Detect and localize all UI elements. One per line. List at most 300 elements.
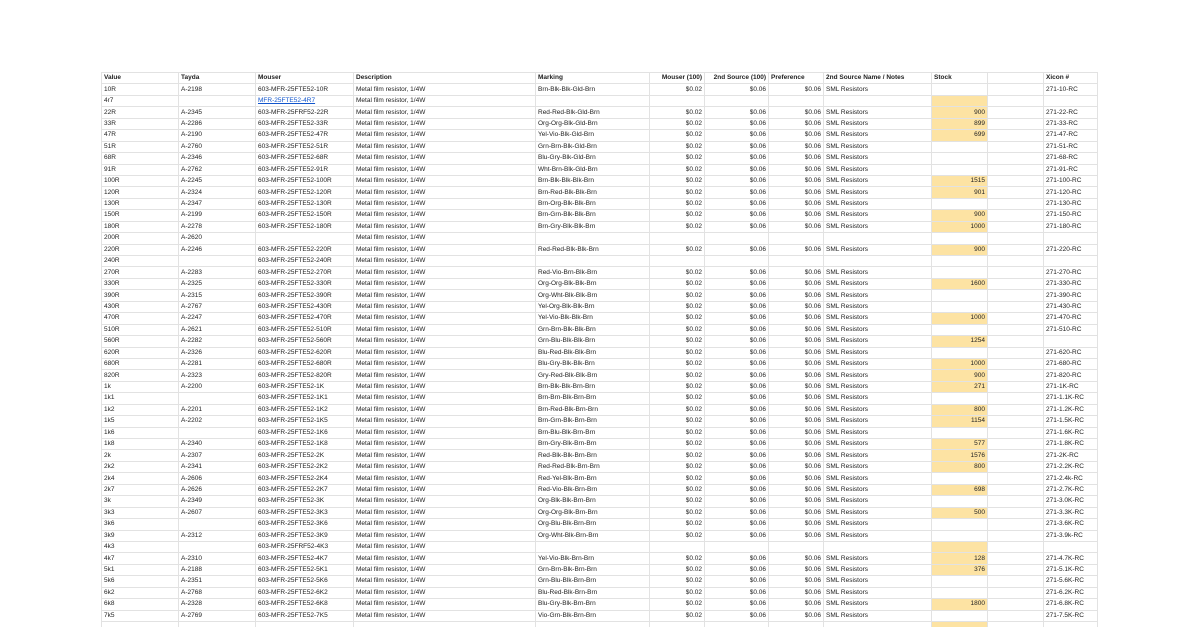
cell-marking[interactable]: Yel-Org-Blk-Blk-Brn bbox=[536, 301, 650, 312]
cell-blank[interactable] bbox=[988, 301, 1044, 312]
cell-xicon[interactable]: 271-3.6K-RC bbox=[1044, 519, 1098, 530]
cell-marking[interactable] bbox=[536, 233, 650, 244]
cell-description[interactable]: Metal film resistor, 1/4W bbox=[354, 313, 536, 324]
cell-notes[interactable]: SML Resistors bbox=[824, 141, 932, 152]
cell-xicon[interactable]: 271-3.0K-RC bbox=[1044, 496, 1098, 507]
cell-mouser-100[interactable]: $0.02 bbox=[650, 439, 705, 450]
cell-tayda[interactable]: A-2202 bbox=[179, 416, 256, 427]
cell-stock[interactable] bbox=[932, 198, 988, 209]
cell-notes[interactable]: SML Resistors bbox=[824, 610, 932, 621]
cell-description[interactable]: Metal film resistor, 1/4W bbox=[354, 187, 536, 198]
cell-tayda[interactable]: A-2351 bbox=[179, 576, 256, 587]
cell-mouser-100[interactable]: $0.02 bbox=[650, 519, 705, 530]
cell-value[interactable]: 1k bbox=[102, 381, 179, 392]
cell-preference[interactable]: $0.06 bbox=[769, 84, 824, 95]
cell-mouser-100[interactable] bbox=[650, 233, 705, 244]
cell-blank[interactable] bbox=[988, 576, 1044, 587]
cell-preference[interactable]: $0.06 bbox=[769, 164, 824, 175]
cell-mouser-100[interactable]: $0.02 bbox=[650, 358, 705, 369]
cell-blank[interactable] bbox=[988, 118, 1044, 129]
cell-description[interactable]: Metal film resistor, 1/4W bbox=[354, 198, 536, 209]
cell-xicon[interactable] bbox=[1044, 336, 1098, 347]
cell-2nd-source-100[interactable]: $0.06 bbox=[705, 118, 769, 129]
cell-xicon[interactable]: 271-2.7K-RC bbox=[1044, 484, 1098, 495]
col-header-description[interactable]: Description bbox=[354, 73, 536, 84]
cell-blank[interactable] bbox=[988, 256, 1044, 267]
cell-description[interactable]: Metal film resistor, 1/4W bbox=[354, 141, 536, 152]
cell-mouser-100[interactable] bbox=[650, 541, 705, 552]
cell-value[interactable]: 3k9 bbox=[102, 530, 179, 541]
cell-notes[interactable]: SML Resistors bbox=[824, 187, 932, 198]
cell-xicon[interactable]: 271-680-RC bbox=[1044, 358, 1098, 369]
cell-stock[interactable]: 128 bbox=[932, 553, 988, 564]
cell-value[interactable]: 4r7 bbox=[102, 95, 179, 106]
cell-notes[interactable]: SML Resistors bbox=[824, 118, 932, 129]
cell-mouser-100[interactable]: $0.02 bbox=[650, 347, 705, 358]
cell-xicon[interactable]: 271-2K-RC bbox=[1044, 450, 1098, 461]
cell-tayda[interactable]: A-2200 bbox=[179, 381, 256, 392]
cell-blank[interactable] bbox=[988, 358, 1044, 369]
cell-mouser-100[interactable]: $0.02 bbox=[650, 416, 705, 427]
cell-description[interactable]: Metal film resistor, 1/4W bbox=[354, 107, 536, 118]
cell-blank[interactable] bbox=[988, 416, 1044, 427]
cell-xicon[interactable]: 271-470-RC bbox=[1044, 313, 1098, 324]
cell-blank[interactable] bbox=[988, 461, 1044, 472]
cell-description[interactable]: Metal film resistor, 1/4W bbox=[354, 450, 536, 461]
cell-value[interactable]: 270R bbox=[102, 267, 179, 278]
cell-mouser[interactable]: 603-MFR-25FTE52-130R bbox=[256, 198, 354, 209]
cell-notes[interactable]: SML Resistors bbox=[824, 336, 932, 347]
cell-tayda[interactable]: A-2328 bbox=[179, 599, 256, 610]
cell-xicon[interactable]: 271-1K-RC bbox=[1044, 381, 1098, 392]
col-header-mouser[interactable]: Mouser bbox=[256, 73, 354, 84]
cell-marking[interactable]: Blu-Gry-Blk-Blk-Brn bbox=[536, 358, 650, 369]
cell-stock[interactable] bbox=[932, 324, 988, 335]
cell-2nd-source-100[interactable]: $0.06 bbox=[705, 130, 769, 141]
cell-blank[interactable] bbox=[988, 439, 1044, 450]
cell-notes[interactable]: SML Resistors bbox=[824, 198, 932, 209]
cell-stock[interactable] bbox=[932, 530, 988, 541]
cell-stock[interactable] bbox=[932, 347, 988, 358]
cell-notes[interactable]: SML Resistors bbox=[824, 267, 932, 278]
cell-description[interactable]: Metal film resistor, 1/4W bbox=[354, 530, 536, 541]
cell-tayda[interactable]: A-2346 bbox=[179, 153, 256, 164]
cell-stock[interactable]: 1000 bbox=[932, 358, 988, 369]
cell-description[interactable]: Metal film resistor, 1/4W bbox=[354, 221, 536, 232]
cell-2nd-source-100[interactable]: $0.06 bbox=[705, 439, 769, 450]
cell-stock[interactable] bbox=[932, 153, 988, 164]
cell-2nd-source-100[interactable] bbox=[705, 233, 769, 244]
cell-mouser-100[interactable]: $0.02 bbox=[650, 290, 705, 301]
cell-blank[interactable] bbox=[988, 404, 1044, 415]
cell-notes[interactable]: SML Resistors bbox=[824, 473, 932, 484]
cell-mouser-100[interactable]: $0.02 bbox=[650, 187, 705, 198]
cell-description[interactable]: Metal film resistor, 1/4W bbox=[354, 610, 536, 621]
cell-blank[interactable] bbox=[988, 313, 1044, 324]
cell-marking[interactable]: Grn-Blu-Blk-Brn-Brn bbox=[536, 576, 650, 587]
cell-value[interactable]: 240R bbox=[102, 256, 179, 267]
cell-preference[interactable]: $0.06 bbox=[769, 599, 824, 610]
cell-stock[interactable] bbox=[932, 496, 988, 507]
cell-mouser-100[interactable]: $0.02 bbox=[650, 336, 705, 347]
col-header-2nd-source-100[interactable]: 2nd Source (100) bbox=[705, 73, 769, 84]
cell-blank[interactable] bbox=[988, 244, 1044, 255]
cell-value[interactable]: 10R bbox=[102, 84, 179, 95]
cell-mouser[interactable]: 603-MFR-25FTE52-1K1 bbox=[256, 393, 354, 404]
cell-xicon[interactable]: 271-47-RC bbox=[1044, 130, 1098, 141]
cell-mouser-100[interactable]: $0.02 bbox=[650, 118, 705, 129]
cell-marking[interactable]: Org-Wht-Blk-Brn-Brn bbox=[536, 530, 650, 541]
cell-tayda[interactable]: A-2310 bbox=[179, 553, 256, 564]
cell-stock[interactable] bbox=[932, 164, 988, 175]
cell-xicon[interactable]: 271-130-RC bbox=[1044, 198, 1098, 209]
cell-xicon[interactable]: 271-2.2K-RC bbox=[1044, 461, 1098, 472]
cell-blank[interactable] bbox=[988, 530, 1044, 541]
cell-empty[interactable] bbox=[1044, 622, 1098, 628]
cell-tayda[interactable]: A-2246 bbox=[179, 244, 256, 255]
cell-notes[interactable]: SML Resistors bbox=[824, 576, 932, 587]
cell-mouser[interactable]: 603-MFR-25FTE52-5K6 bbox=[256, 576, 354, 587]
cell-value[interactable]: 4k3 bbox=[102, 541, 179, 552]
cell-notes[interactable] bbox=[824, 233, 932, 244]
cell-mouser[interactable]: 603-MFR-25FTE52-3K bbox=[256, 496, 354, 507]
cell-description[interactable]: Metal film resistor, 1/4W bbox=[354, 301, 536, 312]
cell-marking[interactable]: Grn-Brn-Blk-Blk-Brn bbox=[536, 324, 650, 335]
cell-stock[interactable] bbox=[932, 256, 988, 267]
cell-tayda[interactable] bbox=[179, 541, 256, 552]
cell-2nd-source-100[interactable] bbox=[705, 256, 769, 267]
cell-mouser-100[interactable]: $0.02 bbox=[650, 393, 705, 404]
cell-preference[interactable]: $0.06 bbox=[769, 381, 824, 392]
cell-blank[interactable] bbox=[988, 381, 1044, 392]
cell-value[interactable]: 1k8 bbox=[102, 439, 179, 450]
cell-tayda[interactable]: A-2768 bbox=[179, 587, 256, 598]
cell-description[interactable]: Metal film resistor, 1/4W bbox=[354, 599, 536, 610]
cell-description[interactable]: Metal film resistor, 1/4W bbox=[354, 404, 536, 415]
cell-value[interactable]: 91R bbox=[102, 164, 179, 175]
cell-xicon[interactable]: 271-820-RC bbox=[1044, 370, 1098, 381]
cell-marking[interactable]: Grn-Blu-Blk-Blk-Brn bbox=[536, 336, 650, 347]
cell-stock[interactable] bbox=[932, 95, 988, 106]
cell-mouser[interactable]: 603-MFR-25FTE52-150R bbox=[256, 210, 354, 221]
cell-mouser-100[interactable]: $0.02 bbox=[650, 496, 705, 507]
cell-mouser[interactable] bbox=[256, 233, 354, 244]
cell-description[interactable]: Metal film resistor, 1/4W bbox=[354, 587, 536, 598]
cell-mouser[interactable]: 603-MFR-25FTE52-620R bbox=[256, 347, 354, 358]
cell-tayda[interactable]: A-2345 bbox=[179, 107, 256, 118]
cell-value[interactable]: 680R bbox=[102, 358, 179, 369]
cell-preference[interactable]: $0.06 bbox=[769, 153, 824, 164]
cell-marking[interactable]: Org-Blu-Blk-Brn-Brn bbox=[536, 519, 650, 530]
cell-mouser-100[interactable]: $0.02 bbox=[650, 324, 705, 335]
cell-value[interactable]: 1k1 bbox=[102, 393, 179, 404]
cell-blank[interactable] bbox=[988, 610, 1044, 621]
cell-blank[interactable] bbox=[988, 507, 1044, 518]
cell-notes[interactable]: SML Resistors bbox=[824, 301, 932, 312]
cell-preference[interactable]: $0.06 bbox=[769, 313, 824, 324]
cell-mouser[interactable]: 603-MFR-25FTE52-1K5 bbox=[256, 416, 354, 427]
cell-marking[interactable] bbox=[536, 541, 650, 552]
cell-marking[interactable]: Brn-Blk-Blk-Brn-Brn bbox=[536, 381, 650, 392]
cell-mouser[interactable]: 603-MFR-25FTE52-4K7 bbox=[256, 553, 354, 564]
cell-notes[interactable] bbox=[824, 256, 932, 267]
cell-description[interactable]: Metal film resistor, 1/4W bbox=[354, 461, 536, 472]
cell-mouser[interactable]: 603-MFR-25FTE52-7K5 bbox=[256, 610, 354, 621]
cell-preference[interactable] bbox=[769, 256, 824, 267]
cell-description[interactable]: Metal film resistor, 1/4W bbox=[354, 290, 536, 301]
cell-preference[interactable]: $0.06 bbox=[769, 221, 824, 232]
cell-xicon[interactable]: 271-7.5K-RC bbox=[1044, 610, 1098, 621]
cell-2nd-source-100[interactable]: $0.06 bbox=[705, 450, 769, 461]
cell-mouser[interactable]: 603-MFR-25FTE52-330R bbox=[256, 278, 354, 289]
cell-mouser[interactable]: 603-MFR-25FTE52-560R bbox=[256, 336, 354, 347]
cell-value[interactable]: 220R bbox=[102, 244, 179, 255]
cell-mouser-100[interactable]: $0.02 bbox=[650, 301, 705, 312]
cell-value[interactable]: 6k2 bbox=[102, 587, 179, 598]
cell-value[interactable]: 2k4 bbox=[102, 473, 179, 484]
cell-preference[interactable]: $0.06 bbox=[769, 507, 824, 518]
cell-marking[interactable]: Brn-Grn-Blk-Blk-Brn bbox=[536, 210, 650, 221]
cell-mouser-100[interactable]: $0.02 bbox=[650, 244, 705, 255]
cell-stock[interactable]: 1254 bbox=[932, 336, 988, 347]
cell-preference[interactable]: $0.06 bbox=[769, 198, 824, 209]
cell-description[interactable]: Metal film resistor, 1/4W bbox=[354, 336, 536, 347]
cell-mouser-100[interactable]: $0.02 bbox=[650, 141, 705, 152]
cell-preference[interactable]: $0.06 bbox=[769, 553, 824, 564]
cell-mouser-100[interactable]: $0.02 bbox=[650, 576, 705, 587]
cell-tayda[interactable]: A-2286 bbox=[179, 118, 256, 129]
cell-xicon[interactable]: 271-6.2K-RC bbox=[1044, 587, 1098, 598]
cell-mouser[interactable]: 603-MFR-25FTE52-390R bbox=[256, 290, 354, 301]
cell-blank[interactable] bbox=[988, 324, 1044, 335]
cell-empty[interactable] bbox=[988, 622, 1044, 628]
cell-mouser-100[interactable]: $0.02 bbox=[650, 175, 705, 186]
cell-blank[interactable] bbox=[988, 473, 1044, 484]
cell-preference[interactable]: $0.06 bbox=[769, 107, 824, 118]
cell-mouser-100[interactable]: $0.02 bbox=[650, 107, 705, 118]
cell-stock[interactable] bbox=[932, 290, 988, 301]
cell-description[interactable]: Metal film resistor, 1/4W bbox=[354, 256, 536, 267]
cell-tayda[interactable]: A-2341 bbox=[179, 461, 256, 472]
cell-value[interactable]: 100R bbox=[102, 175, 179, 186]
cell-empty[interactable] bbox=[354, 622, 536, 628]
cell-value[interactable]: 22R bbox=[102, 107, 179, 118]
cell-marking[interactable]: Brn-Gry-Blk-Blk-Brn bbox=[536, 221, 650, 232]
cell-value[interactable]: 430R bbox=[102, 301, 179, 312]
cell-mouser[interactable]: 603-MFR-25FTE52-680R bbox=[256, 358, 354, 369]
cell-mouser[interactable]: 603-MFR-25FTE52-1K6 bbox=[256, 427, 354, 438]
cell-2nd-source-100[interactable]: $0.06 bbox=[705, 564, 769, 575]
cell-preference[interactable] bbox=[769, 541, 824, 552]
cell-notes[interactable]: SML Resistors bbox=[824, 461, 932, 472]
cell-description[interactable]: Metal film resistor, 1/4W bbox=[354, 496, 536, 507]
cell-marking[interactable]: Blu-Gry-Blk-Gld-Brn bbox=[536, 153, 650, 164]
cell-stock[interactable] bbox=[932, 473, 988, 484]
cell-stock[interactable] bbox=[932, 587, 988, 598]
cell-marking[interactable]: Yel-Vio-Blk-Brn-Brn bbox=[536, 553, 650, 564]
cell-empty[interactable] bbox=[102, 622, 179, 628]
cell-mouser[interactable]: 603-MFR-25FTE52-3K9 bbox=[256, 530, 354, 541]
cell-2nd-source-100[interactable]: $0.06 bbox=[705, 301, 769, 312]
cell-tayda[interactable]: A-2245 bbox=[179, 175, 256, 186]
cell-notes[interactable]: SML Resistors bbox=[824, 290, 932, 301]
cell-preference[interactable]: $0.06 bbox=[769, 118, 824, 129]
cell-2nd-source-100[interactable]: $0.06 bbox=[705, 175, 769, 186]
cell-description[interactable]: Metal film resistor, 1/4W bbox=[354, 278, 536, 289]
cell-tayda[interactable]: A-2190 bbox=[179, 130, 256, 141]
cell-notes[interactable]: SML Resistors bbox=[824, 416, 932, 427]
cell-value[interactable]: 6k8 bbox=[102, 599, 179, 610]
cell-blank[interactable] bbox=[988, 107, 1044, 118]
cell-description[interactable]: Metal film resistor, 1/4W bbox=[354, 370, 536, 381]
cell-description[interactable]: Metal film resistor, 1/4W bbox=[354, 519, 536, 530]
cell-2nd-source-100[interactable]: $0.06 bbox=[705, 324, 769, 335]
cell-notes[interactable] bbox=[824, 95, 932, 106]
cell-blank[interactable] bbox=[988, 496, 1044, 507]
cell-tayda[interactable]: A-2620 bbox=[179, 233, 256, 244]
cell-mouser[interactable]: 603-MFR-25FTE52-100R bbox=[256, 175, 354, 186]
cell-marking[interactable]: Brn-Brn-Blk-Brn-Brn bbox=[536, 393, 650, 404]
cell-stock[interactable]: 899 bbox=[932, 118, 988, 129]
cell-xicon[interactable]: 271-10-RC bbox=[1044, 84, 1098, 95]
cell-description[interactable]: Metal film resistor, 1/4W bbox=[354, 233, 536, 244]
cell-marking[interactable]: Red-Red-Blk-Gld-Brn bbox=[536, 107, 650, 118]
cell-blank[interactable] bbox=[988, 427, 1044, 438]
cell-mouser-100[interactable]: $0.02 bbox=[650, 507, 705, 518]
cell-description[interactable]: Metal film resistor, 1/4W bbox=[354, 244, 536, 255]
cell-xicon[interactable]: 271-51-RC bbox=[1044, 141, 1098, 152]
cell-marking[interactable]: Red-Red-Blk-Brn-Brn bbox=[536, 461, 650, 472]
cell-notes[interactable]: SML Resistors bbox=[824, 175, 932, 186]
cell-stock[interactable]: 1600 bbox=[932, 278, 988, 289]
cell-mouser[interactable]: 603-MFR-25FTE52-510R bbox=[256, 324, 354, 335]
cell-2nd-source-100[interactable]: $0.06 bbox=[705, 210, 769, 221]
cell-stock[interactable]: 900 bbox=[932, 210, 988, 221]
cell-tayda[interactable]: A-2282 bbox=[179, 336, 256, 347]
cell-value[interactable]: 47R bbox=[102, 130, 179, 141]
cell-notes[interactable]: SML Resistors bbox=[824, 130, 932, 141]
cell-xicon[interactable]: 271-91-RC bbox=[1044, 164, 1098, 175]
cell-preference[interactable]: $0.06 bbox=[769, 130, 824, 141]
cell-empty[interactable] bbox=[824, 622, 932, 628]
cell-xicon[interactable] bbox=[1044, 95, 1098, 106]
cell-tayda[interactable]: A-2606 bbox=[179, 473, 256, 484]
cell-empty[interactable] bbox=[705, 622, 769, 628]
cell-mouser-100[interactable] bbox=[650, 256, 705, 267]
cell-marking[interactable]: Brn-Blk-Blk-Blk-Brn bbox=[536, 175, 650, 186]
cell-marking[interactable]: Vio-Grn-Blk-Brn-Brn bbox=[536, 610, 650, 621]
cell-value[interactable]: 330R bbox=[102, 278, 179, 289]
cell-tayda[interactable]: A-2281 bbox=[179, 358, 256, 369]
cell-notes[interactable]: SML Resistors bbox=[824, 358, 932, 369]
cell-mouser-100[interactable]: $0.02 bbox=[650, 530, 705, 541]
cell-preference[interactable]: $0.06 bbox=[769, 484, 824, 495]
cell-xicon[interactable]: 271-510-RC bbox=[1044, 324, 1098, 335]
cell-marking[interactable]: Brn-Org-Blk-Blk-Brn bbox=[536, 198, 650, 209]
cell-description[interactable]: Metal film resistor, 1/4W bbox=[354, 153, 536, 164]
cell-preference[interactable]: $0.06 bbox=[769, 496, 824, 507]
cell-notes[interactable]: SML Resistors bbox=[824, 107, 932, 118]
cell-preference[interactable]: $0.06 bbox=[769, 187, 824, 198]
cell-xicon[interactable] bbox=[1044, 256, 1098, 267]
cell-description[interactable]: Metal film resistor, 1/4W bbox=[354, 118, 536, 129]
cell-value[interactable]: 820R bbox=[102, 370, 179, 381]
cell-tayda[interactable]: A-2188 bbox=[179, 564, 256, 575]
cell-value[interactable]: 620R bbox=[102, 347, 179, 358]
cell-notes[interactable]: SML Resistors bbox=[824, 370, 932, 381]
cell-mouser-100[interactable]: $0.02 bbox=[650, 221, 705, 232]
cell-blank[interactable] bbox=[988, 210, 1044, 221]
cell-marking[interactable]: Grn-Brn-Blk-Brn-Brn bbox=[536, 564, 650, 575]
cell-mouser[interactable]: 603-MFR-25FTE52-33R bbox=[256, 118, 354, 129]
cell-description[interactable]: Metal film resistor, 1/4W bbox=[354, 473, 536, 484]
cell-description[interactable]: Metal film resistor, 1/4W bbox=[354, 84, 536, 95]
cell-empty[interactable] bbox=[536, 622, 650, 628]
cell-mouser-100[interactable]: $0.02 bbox=[650, 564, 705, 575]
cell-stock[interactable] bbox=[932, 427, 988, 438]
cell-tayda[interactable]: A-2324 bbox=[179, 187, 256, 198]
cell-mouser[interactable]: 603-MFR-25FRF52-4K3 bbox=[256, 541, 354, 552]
cell-stock[interactable] bbox=[932, 541, 988, 552]
cell-2nd-source-100[interactable]: $0.06 bbox=[705, 358, 769, 369]
cell-notes[interactable]: SML Resistors bbox=[824, 450, 932, 461]
cell-mouser[interactable]: 603-MFR-25FTE52-2K bbox=[256, 450, 354, 461]
cell-tayda[interactable]: A-2278 bbox=[179, 221, 256, 232]
cell-preference[interactable]: $0.06 bbox=[769, 141, 824, 152]
cell-2nd-source-100[interactable]: $0.06 bbox=[705, 473, 769, 484]
cell-stock[interactable]: 577 bbox=[932, 439, 988, 450]
cell-description[interactable]: Metal film resistor, 1/4W bbox=[354, 393, 536, 404]
cell-preference[interactable]: $0.06 bbox=[769, 370, 824, 381]
cell-notes[interactable]: SML Resistors bbox=[824, 599, 932, 610]
cell-value[interactable]: 200R bbox=[102, 233, 179, 244]
cell-description[interactable]: Metal film resistor, 1/4W bbox=[354, 164, 536, 175]
cell-mouser-100[interactable]: $0.02 bbox=[650, 153, 705, 164]
cell-blank[interactable] bbox=[988, 233, 1044, 244]
cell-tayda[interactable] bbox=[179, 427, 256, 438]
cell-mouser[interactable]: 603-MFR-25FTE52-1K8 bbox=[256, 439, 354, 450]
cell-tayda[interactable]: A-2199 bbox=[179, 210, 256, 221]
cell-notes[interactable]: SML Resistors bbox=[824, 427, 932, 438]
cell-tayda[interactable] bbox=[179, 95, 256, 106]
cell-stock[interactable]: 1154 bbox=[932, 416, 988, 427]
cell-description[interactable]: Metal film resistor, 1/4W bbox=[354, 564, 536, 575]
cell-2nd-source-100[interactable]: $0.06 bbox=[705, 461, 769, 472]
cell-tayda[interactable]: A-2762 bbox=[179, 164, 256, 175]
cell-xicon[interactable]: 271-3.9k-RC bbox=[1044, 530, 1098, 541]
cell-marking[interactable]: Red-Vio-Blk-Brn-Brn bbox=[536, 484, 650, 495]
cell-xicon[interactable]: 271-100-RC bbox=[1044, 175, 1098, 186]
cell-stock[interactable] bbox=[932, 610, 988, 621]
col-header-tayda[interactable]: Tayda bbox=[179, 73, 256, 84]
cell-mouser-100[interactable]: $0.02 bbox=[650, 210, 705, 221]
cell-tayda[interactable]: A-2325 bbox=[179, 278, 256, 289]
cell-blank[interactable] bbox=[988, 370, 1044, 381]
cell-mouser[interactable]: 603-MFR-25FTE52-430R bbox=[256, 301, 354, 312]
cell-description[interactable]: Metal film resistor, 1/4W bbox=[354, 576, 536, 587]
cell-marking[interactable]: Org-Org-Blk-Gld-Brn bbox=[536, 118, 650, 129]
cell-mouser-100[interactable]: $0.02 bbox=[650, 599, 705, 610]
cell-blank[interactable] bbox=[988, 164, 1044, 175]
cell-stock[interactable]: 376 bbox=[932, 564, 988, 575]
cell-mouser-100[interactable]: $0.02 bbox=[650, 587, 705, 598]
cell-preference[interactable]: $0.06 bbox=[769, 358, 824, 369]
cell-description[interactable]: Metal film resistor, 1/4W bbox=[354, 484, 536, 495]
cell-mouser[interactable]: 603-MFR-25FTE52-47R bbox=[256, 130, 354, 141]
cell-empty[interactable] bbox=[256, 622, 354, 628]
cell-stock[interactable]: 699 bbox=[932, 130, 988, 141]
cell-value[interactable]: 7k5 bbox=[102, 610, 179, 621]
